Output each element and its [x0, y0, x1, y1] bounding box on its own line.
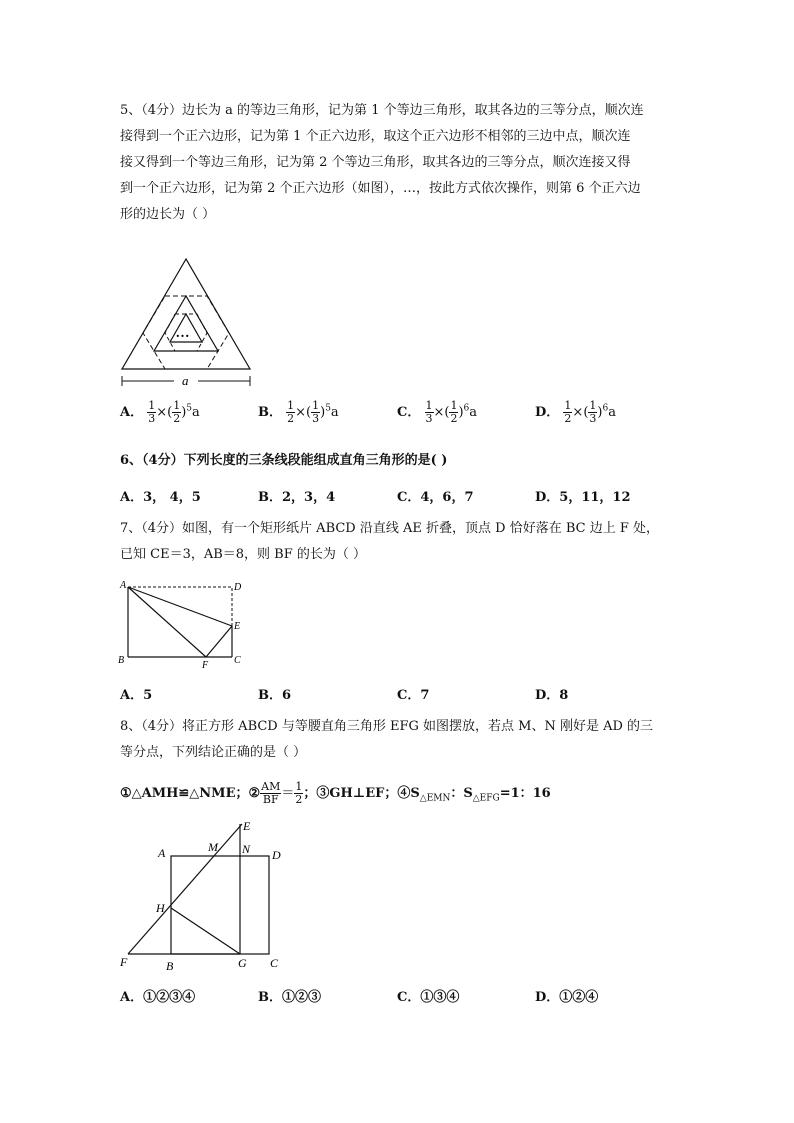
q7-options	[120, 684, 680, 706]
label-c: C	[270, 956, 279, 970]
q6-option-b[interactable]: B．2，3，4	[258, 490, 336, 505]
label-f: F	[120, 955, 128, 969]
q6-options	[120, 486, 680, 508]
q5-option-a[interactable]: A． $\frac{1}{3}$ ×( $\frac{1}{2}$ )$^5$a	[120, 399, 200, 425]
q7-option-a[interactable]: A．5	[120, 688, 153, 703]
label-n: N	[242, 842, 251, 856]
fold-line-ae	[128, 587, 232, 626]
q5-stem	[120, 98, 680, 228]
fraction: $\frac{1}{2}$	[295, 780, 303, 806]
q5-line: 5、（4分）边长为 a 的等边三角形，记为第 1 个等边三角形，取其各边的三等分点，顺次连	[120, 103, 644, 118]
q8-options	[120, 986, 680, 1008]
label-f: F	[202, 660, 209, 671]
q8-square-triangle-figure	[114, 816, 294, 976]
segment-fe	[206, 626, 232, 657]
q5-nested-triangles-figure	[118, 255, 258, 395]
label-g: G	[238, 956, 247, 970]
q7-stem	[120, 516, 680, 568]
q5-figure-label-a: a	[182, 373, 189, 388]
q5-line: 形的边长为（ ）	[120, 207, 216, 222]
q8-line: 8、（4分）将正方形 ABCD 与等腰直角三角形 EFG 如图摆放，若点 M、N 刚好是 AD 的三	[120, 719, 654, 734]
q8-line: 等分点，下列结论正确的是（ ）	[120, 745, 307, 760]
fraction: $\frac{1}{2}$	[287, 399, 295, 425]
fraction: $\frac{1}{2}$	[173, 399, 181, 425]
label-m: M	[208, 840, 218, 854]
q7-option-c[interactable]: C．7	[397, 688, 430, 703]
q5-figure-dots: …	[176, 326, 190, 341]
label-d: D	[234, 582, 242, 593]
q7-line: 已知 CE＝3，AB＝8，则 BF 的长为（ ）	[120, 547, 367, 562]
fraction: $\frac{1}{2}$	[564, 399, 572, 425]
square-abcd	[171, 856, 269, 954]
fraction: $\frac{1}{2}$	[450, 399, 458, 425]
q5-options	[120, 400, 680, 436]
label-e: E	[234, 621, 241, 632]
q5-option-c[interactable]: C． $\frac{1}{3}$ ×( $\frac{1}{2}$ )$^6$a	[397, 399, 478, 425]
q6-option-c[interactable]: C．4，6，7	[397, 490, 474, 505]
segment-hg	[171, 908, 240, 954]
label-c: C	[234, 655, 241, 666]
label-a: A	[158, 846, 166, 860]
q5-line: 到一个正六边形，记为第 2 个正六边形（如图），…，按此方式依次操作，则第 6 个正六边	[120, 181, 641, 196]
q5-line: 接又得到一个等边三角形，记为第 2 个等边三角形，取其各边的三等分点，顺次连接又得	[120, 155, 631, 170]
label-h: H	[156, 901, 165, 915]
q5-line: 接得到一个正六边形，记为第 1 个正六边形，取这个正六边形不相邻的三边中点，顺次连	[120, 129, 631, 144]
label-b: B	[118, 655, 125, 666]
fraction: $\frac{1}{3}$	[425, 399, 433, 425]
q8-option-d[interactable]: D．①②④	[535, 990, 599, 1005]
q8-stem	[120, 714, 680, 766]
q8-option-a[interactable]: A．①②③④	[120, 990, 196, 1005]
segment-af	[128, 587, 206, 657]
q8-option-c[interactable]: C．①③④	[397, 990, 460, 1005]
q6-stem: 6、（4分）下列长度的三条线段能组成直角三角形的是( )	[120, 453, 448, 468]
fraction: $\frac{1}{3}$	[148, 399, 156, 425]
fraction: $\frac{1}{3}$	[589, 399, 597, 425]
label-e: E	[243, 819, 251, 833]
label-b: B	[166, 959, 174, 973]
q5-option-b[interactable]: B． $\frac{1}{2}$ ×( $\frac{1}{3}$ )$^5$a	[258, 399, 339, 425]
q8-conditions: ①△AMH≌△NME；② $\frac{AM}{BF}$ ＝ $\frac{1}{2}$ ；③GH⊥EF；$④S_{\triangle EMN}$：$S_{\triangle EFG}=1$：16	[120, 780, 551, 806]
label-d: D	[272, 848, 281, 862]
q7-line: 7、（4分）如图，有一个矩形纸片 ABCD 沿直线 AE 折叠，顶点 D 恰好落在 BC 边上 F 处，	[120, 521, 659, 536]
label-a: A	[120, 580, 127, 591]
fraction: $\frac{1}{3}$	[312, 399, 320, 425]
q6-option-a[interactable]: A．3， 4，5	[120, 490, 201, 505]
q5-option-d[interactable]: D． $\frac{1}{2}$ ×( $\frac{1}{3}$ )$^6$a	[535, 399, 616, 425]
triangle-2	[154, 296, 218, 351]
q7-rectangle-fold-figure	[114, 578, 254, 672]
q7-option-d[interactable]: D．8	[535, 688, 569, 703]
q8-option-b[interactable]: B．①②③	[258, 990, 321, 1005]
q6-option-d[interactable]: D．5，11，12	[535, 490, 631, 505]
fraction: $\frac{AM}{BF}$	[261, 780, 281, 806]
q7-option-b[interactable]: B．6	[258, 688, 292, 703]
hypotenuse-fe	[128, 824, 242, 954]
